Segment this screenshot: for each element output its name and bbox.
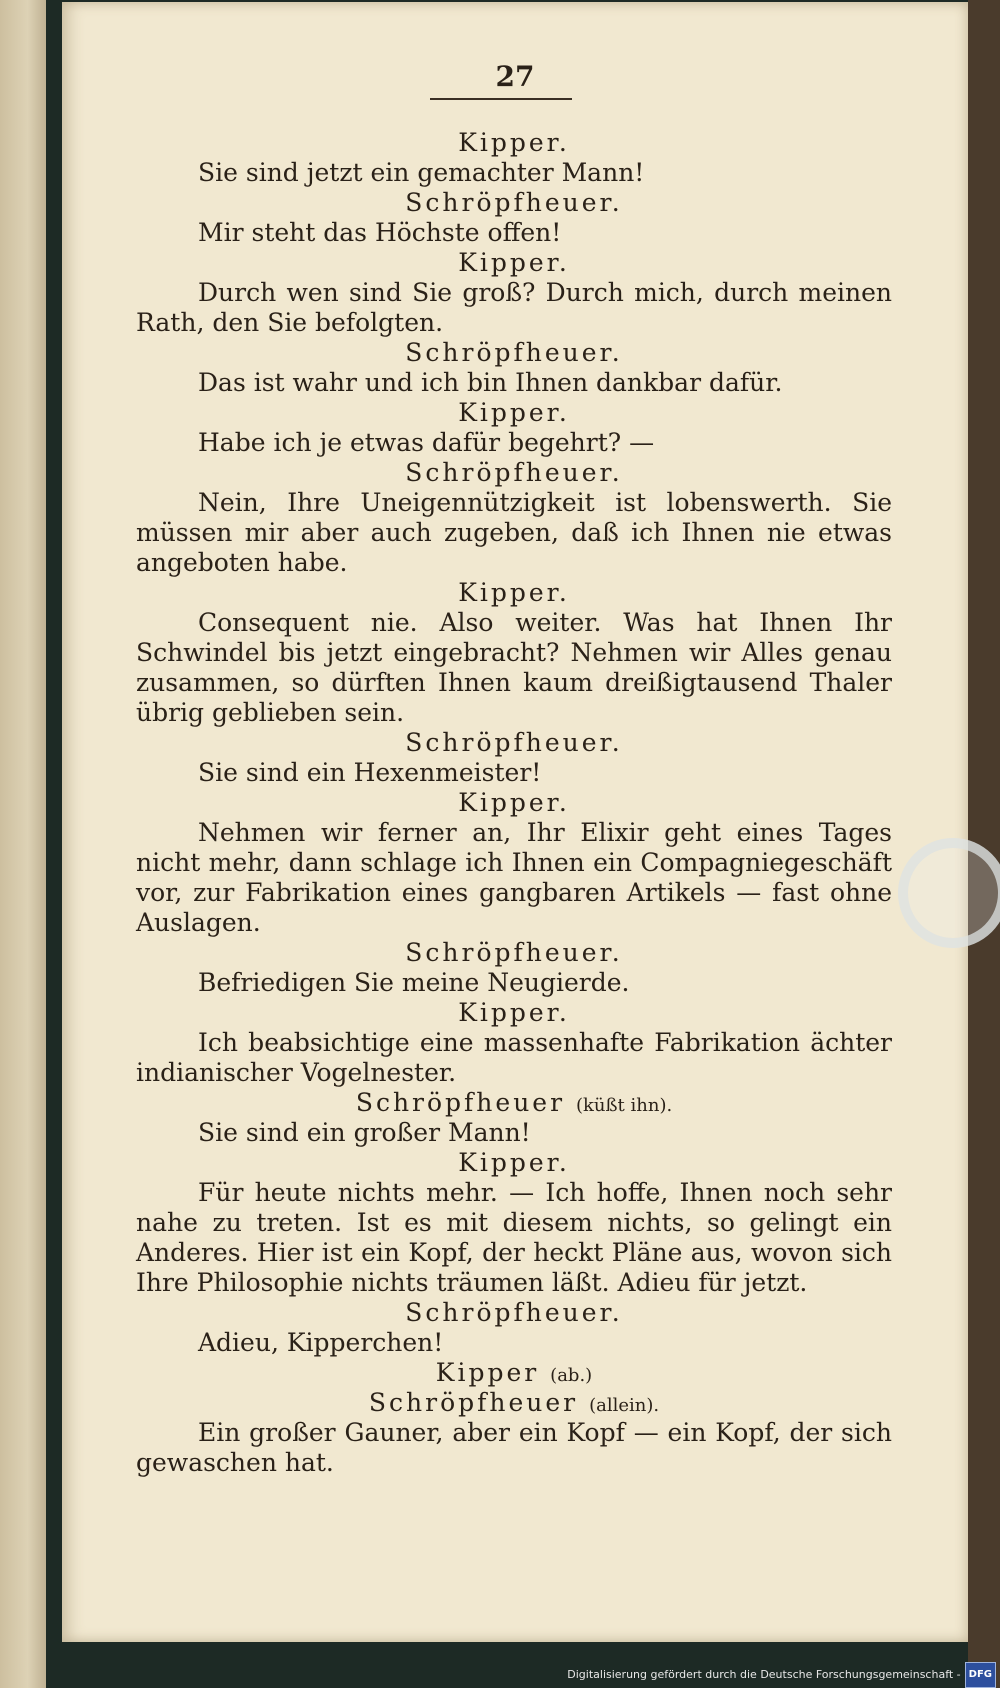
speaker-label: Kipper. [458, 248, 570, 277]
page-number: 27 [495, 60, 535, 93]
page-text [136, 128, 892, 1478]
speaker-name [136, 188, 892, 218]
speaker-name [136, 458, 892, 488]
speech-text: Sie sind jetzt ein gemachter Mann! [198, 158, 645, 187]
speaker-name [136, 128, 892, 158]
speaker-name [136, 338, 892, 368]
speaker-name [136, 1088, 892, 1118]
speaker-label: Schröpfheuer [368, 1388, 579, 1417]
speaker-label: Kipper. [458, 398, 570, 427]
speech-text: Ich beabsichtige eine massenhafte Fabrikation ächter indianischer Vogelnester. [136, 1028, 892, 1087]
speaker-name [136, 578, 892, 608]
speaker-label: Schröpfheuer [355, 1088, 566, 1117]
dfg-logo: DFG [965, 1662, 996, 1688]
speaker-name [136, 1358, 892, 1388]
speaker-label: Schröpfheuer. [405, 338, 623, 367]
speaker-name [136, 1148, 892, 1178]
speaker-name [136, 1388, 892, 1418]
speaker-label: Schröpfheuer. [405, 458, 623, 487]
speaker-label: Kipper. [458, 998, 570, 1027]
speech-text: Nehmen wir ferner an, Ihr Elixir geht eines Tages nicht mehr, dann schlage ich Ihnen ein Compagniegeschäft vor, zur Fabrikation eines gangbaren Artikels — fast ohne Auslagen. [136, 818, 892, 937]
digitization-footer [567, 1664, 996, 1686]
speaker-label: Kipper. [458, 578, 570, 607]
speaker-name [136, 788, 892, 818]
speaker-label: Kipper. [458, 128, 570, 157]
adjacent-page-edge [0, 0, 46, 1688]
speaker-name [136, 938, 892, 968]
page-clip-holder [898, 838, 1000, 948]
speech-text: Consequent nie. Also weiter. Was hat Ihnen Ihr Schwindel bis jetzt eingebracht? Nehmen wir Alles genau zusammen, so dürften Ihnen kaum dreißigtausend Thaler übrig geblieben sein. [136, 608, 892, 727]
speaker-label: Kipper [435, 1358, 540, 1387]
speech-text: Durch wen sind Sie groß? Durch mich, durch meinen Rath, den Sie befolgten. [136, 278, 892, 337]
page-number-rule [430, 98, 572, 100]
stage-direction: (allein). [589, 1395, 660, 1416]
speaker-name [136, 998, 892, 1028]
speaker-name [136, 728, 892, 758]
speech-text: Das ist wahr und ich bin Ihnen dankbar dafür. [198, 368, 783, 397]
speech-text: Sie sind ein großer Mann! [198, 1118, 531, 1147]
stage-direction: (küßt ihn). [576, 1095, 673, 1116]
speaker-label: Schröpfheuer. [405, 188, 623, 217]
speaker-label: Schröpfheuer. [405, 728, 623, 757]
speech-text: Habe ich je etwas dafür begehrt? — [198, 428, 655, 457]
speech-text: Mir steht das Höchste offen! [198, 218, 562, 247]
speech-text: Befriedigen Sie meine Neugierde. [198, 968, 630, 997]
speaker-label: Schröpfheuer. [405, 1298, 623, 1327]
speaker-name [136, 248, 892, 278]
speech-text: Ein großer Gauner, aber ein Kopf — ein Kopf, der sich gewaschen hat. [136, 1418, 892, 1477]
speech-text: Für heute nichts mehr. — Ich hoffe, Ihnen noch sehr nahe zu treten. Ist es mit diesem nichts, so gelingt ein Anderes. Hier ist ein Kopf, der heckt Pläne aus, wovon sich Ihre Philosophie nichts träumen läßt. Adieu für jetzt. [136, 1178, 892, 1297]
footer-text: Digitalisierung gefördert durch die Deutsche Forschungsgemeinschaft - [567, 1668, 961, 1681]
speaker-label: Kipper. [458, 788, 570, 817]
speaker-label: Kipper. [458, 1148, 570, 1177]
speaker-name [136, 1298, 892, 1328]
speaker-name [136, 398, 892, 428]
speech-text: Adieu, Kipperchen! [198, 1328, 444, 1357]
speech-text: Nein, Ihre Uneigennützigkeit ist lobenswerth. Sie müssen mir aber auch zugeben, daß ich Ihnen nie etwas angeboten habe. [136, 488, 892, 577]
stage-direction: (ab.) [550, 1365, 593, 1386]
speaker-label: Schröpfheuer. [405, 938, 623, 967]
speech-text: Sie sind ein Hexenmeister! [198, 758, 542, 787]
